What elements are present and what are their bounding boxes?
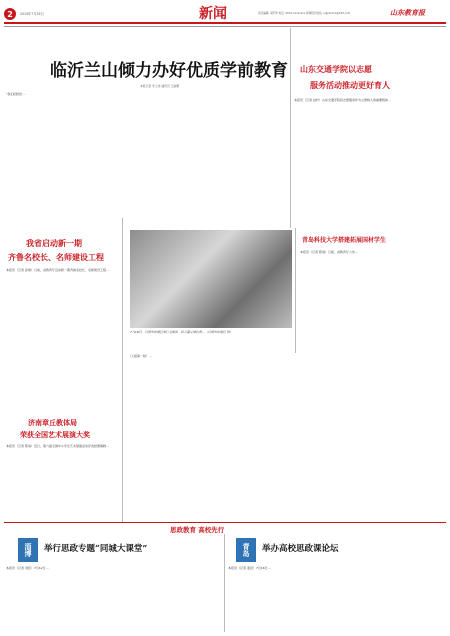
- right-mid-headline: 青岛科技大学搭建拓展国材学生: [302, 237, 387, 244]
- center-left-2-headline-1: 济南章丘教体局: [28, 418, 77, 427]
- footer-rule: [4, 522, 446, 523]
- footer-banner: 思政教育 高校先行: [170, 526, 225, 534]
- column-divider-1: [290, 28, 291, 228]
- right-top-headline-1: 山东交通学院以志愿: [300, 64, 372, 74]
- photo-caption: 7月19日，日照市东港区举行全国第一届儿童足球比赛…（日照市东港区 供）: [130, 330, 233, 334]
- header-rule: [4, 22, 446, 24]
- center-left-body: 本报讯（记者 孙建）日前，省教育厅启动新一期齐鲁名校长、名师建设工程…: [6, 268, 109, 272]
- center-left-headline-2: 齐鲁名校长、名师建设工程: [8, 252, 104, 262]
- center-left-2-headline-2: 荣获全国艺术展演大奖: [20, 430, 90, 439]
- news-photo: [130, 230, 292, 328]
- center-left-headline-1: 我省启动新一期: [26, 238, 82, 248]
- masthead-logo: 山东教育报: [390, 8, 425, 17]
- header-rule-2: [4, 26, 446, 27]
- footer-right-city: 青岛: [242, 543, 251, 557]
- footer-left-headline: 举行思政专题“同城大课堂”: [44, 544, 148, 554]
- section-title: 新闻: [199, 6, 227, 22]
- lead-body: “我们的园长…: [6, 92, 26, 96]
- right-top-headline-2: 服务活动推动更好育人: [310, 80, 390, 90]
- footer-left-city-tag: [18, 538, 38, 562]
- column-divider-2: [122, 218, 123, 523]
- center-left-2-body: 本报讯（记者 陈雨）近日，第六届全国中小学生艺术展演活动评选结果揭晓…: [6, 444, 109, 448]
- lead-headline: 临沂兰山倾力办好优质学前教育: [50, 61, 288, 81]
- page-number-badge: [4, 8, 16, 20]
- footer-left-city: 淄博: [24, 543, 33, 557]
- footer-right-city-tag: [236, 538, 256, 562]
- footer-right-headline: 举办高校思政课论坛: [262, 544, 339, 554]
- right-mid-body: 本报讯（记者 陈雨）日前，省教育厅公布…: [300, 250, 358, 254]
- lead-byline: 本报记者 李士伟 通讯员 王丽娜: [140, 84, 180, 88]
- editor-info: 责任编辑: 胡平琦 电话: 0531-xxxxxxxx 新闻报料热线: sdjyxxxxx@163.com: [258, 12, 351, 15]
- center-body-text: （上接第一版）…: [128, 354, 153, 358]
- footer-divider: [224, 534, 225, 632]
- footer-left-body: 本报讯（记者 刘佳）7月12日…: [6, 566, 49, 570]
- column-divider-3: [295, 228, 296, 353]
- footer-right-body: 本报讯（记者 姜昆）7月16日…: [228, 566, 271, 570]
- right-top-body: 本报讯（记者 赵轩）山东交通学院将志愿服务作为立德树人的重要载体…: [294, 98, 391, 102]
- page-number: 2: [7, 9, 13, 19]
- issue-date: 2019年7月29日: [20, 12, 44, 16]
